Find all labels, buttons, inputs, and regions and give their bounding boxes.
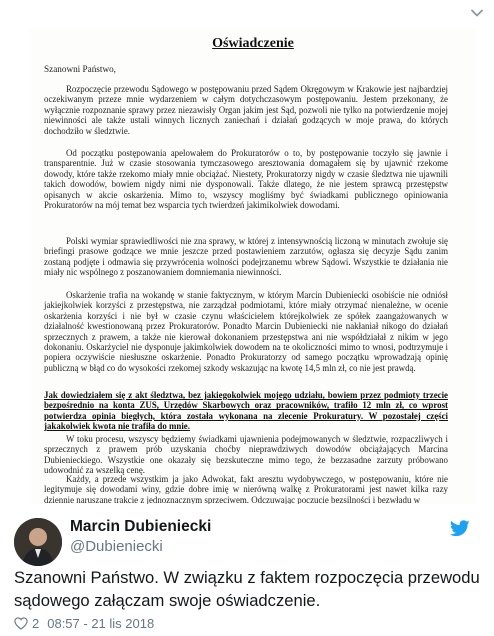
document-paragraph: Oskarżenie trafia na wokandę w stanie faktycznym, w którym Marcin Dubieniecki osobiście nie odniósł jakiejkolwiek korzyści z przestępstwa, nie zarządzał podmiotami, które miały otrzymać nienależne, w ocenie oskarżenia korzyści i nie był w czasie czynu właścicielem którejkolwiek ze spółek zaangażowanych w działalność kwestionowaną przez Prokuratorów. Ponadto Marcin Dubieniecki nie nakłaniał nikogo do działań sprzecznych z prawem, a także nie kierował dokonaniem przestępstwa ani nie współdziałał z nikim w jego dokonaniu. Oskarżyciel nie dysponuje jakimkolwiek dowodem na te okoliczności mimo to wnosi, podtrzymuje i popiera oczywiście niesłuszne oskarżenie. Ponadto Prokuratorzy od samego początku wprowadzają opinię publiczną w błąd co do wysokości rzekomej szkody wskazując na kwotę 14,5 mln zł, co nie jest prawdą. — [44, 290, 448, 373]
avatar-photo-icon — [14, 518, 62, 566]
document-paragraph: Od początku postępowania apelowałem do Prokuratorów o to, by postępowanie toczyło się jawnie i transparentnie. Już w czasie stosowania tymczasowego aresztowania domagałem się by ujawnić rzekome dowody, które także rzekomo miały mnie obciążać. Niestety, Prokuratorzy nigdy w czasie śledztwa nie ujawnili takich dowodów, bowiem nigdy nimi nie dysponowali. Także dlatego, że nie jestem sprawcą przestępstw opisanych w akcie oskarżenia. Mimo to, wszyscy mogliśmy być świadkami publicznego opiniowania Prokuratorów na mój temat bez wsparcia tych twierdzeń jakimikolwiek dowodami. — [44, 148, 448, 211]
twitter-bird-icon[interactable] — [450, 520, 470, 537]
document-paragraph: Rozpoczęcie przewodu Sądowego w postępowaniu przed Sądem Okręgowym w Krakowie jest najbardziej oczekiwanym przeze mnie wydarzeniem w całym dotychczasowym postępowaniu. Jestem przekonany, że wyłącznie rozpoznanie sprawy przez niezawisły Organ jakim jest Sąd, pozwoli nie tylko na potwierdzenie mojej niewinności ale także ustali winnych licznych zaniechań i działań godzących w moje prawa, do których dochodziło w śledztwie. — [44, 84, 448, 136]
tweet-timestamp[interactable]: 08:57 - 21 lis 2018 — [47, 616, 155, 631]
document-title: Oświadczenie — [212, 36, 294, 51]
document-paragraph: W toku procesu, wszyscy będziemy świadkami ujawnienia podejmowanych w śledztwie, rozpaczliwych i sprzecznych z prawem prób uzyskania choćby nieprawdziwych dowodów obciążających Marcina Dubienieckiego. Wszystkie one okazały się bezskuteczne mimo tego, że bezzasadne zarzuty próbowano udowodnić za wszelką cenę. — [44, 434, 448, 476]
document-page — [30, 28, 476, 504]
document-paragraph: Każdy, a przede wszystkim ja jako Adwokat, fakt aresztu wydobywczego, w postępowaniu, które nie legitymuje się dowodami winy, gdzie dobre imię w nierówną walkę z Prokuratorami jest nawet kilka razy dziennie naruszane trakcie z jednoznacznym sprzeciwem. Odczuwając poczucie bezsilności i bezwładu w — [44, 474, 448, 504]
document-paragraph: Polski wymiar sprawiedliwości nie zna sprawy, w której z intensywnością liczoną w minutach zwołuje się briefingi prasowe godzące we mnie jeszcze przed postawieniem zarzutów, ogłasza się decyzje Sądu zanim zostaną podjęte i odmawia się przywrócenia wolności podejrzanemu wbrew Sądowi. Wszystkie te działania nie miały nic wspólnego z poszanowaniem domniemania niewinności. — [44, 236, 448, 278]
document-salutation: Szanowni Państwo, — [44, 64, 116, 74]
heart-icon[interactable] — [14, 617, 28, 630]
document-paragraph-highlight — [44, 390, 448, 432]
tweet-meta — [14, 616, 154, 631]
chevron-down-icon[interactable] — [470, 6, 484, 20]
document-highlight-text: Jak dowiedziałem się z akt śledztwa, bez jakiegokolwiek mojego udziału, bowiem przez podmioty trzecie bezpośrednio na konta ZUS, Urzędów Skarbowych oraz pracowników, trafiło 12 mln zł, co wprost potwierdza opinia biegłych, która została wykonana na zlecenie Prokuratury. W pozostałej części jakakolwiek kwota nie trafiła do mnie. — [44, 390, 448, 432]
tweet-text: Szanowni Państwo. W związku z faktem rozpoczęcia przewodu sądowego załączam swoje oświadczenie. — [14, 568, 480, 610]
author-handle[interactable]: @Dubieniecki — [70, 538, 163, 555]
like-count[interactable]: 2 — [32, 616, 40, 631]
author-name[interactable]: Marcin Dubieniecki — [70, 518, 212, 535]
avatar[interactable] — [14, 518, 62, 566]
tweet-card — [0, 504, 494, 636]
